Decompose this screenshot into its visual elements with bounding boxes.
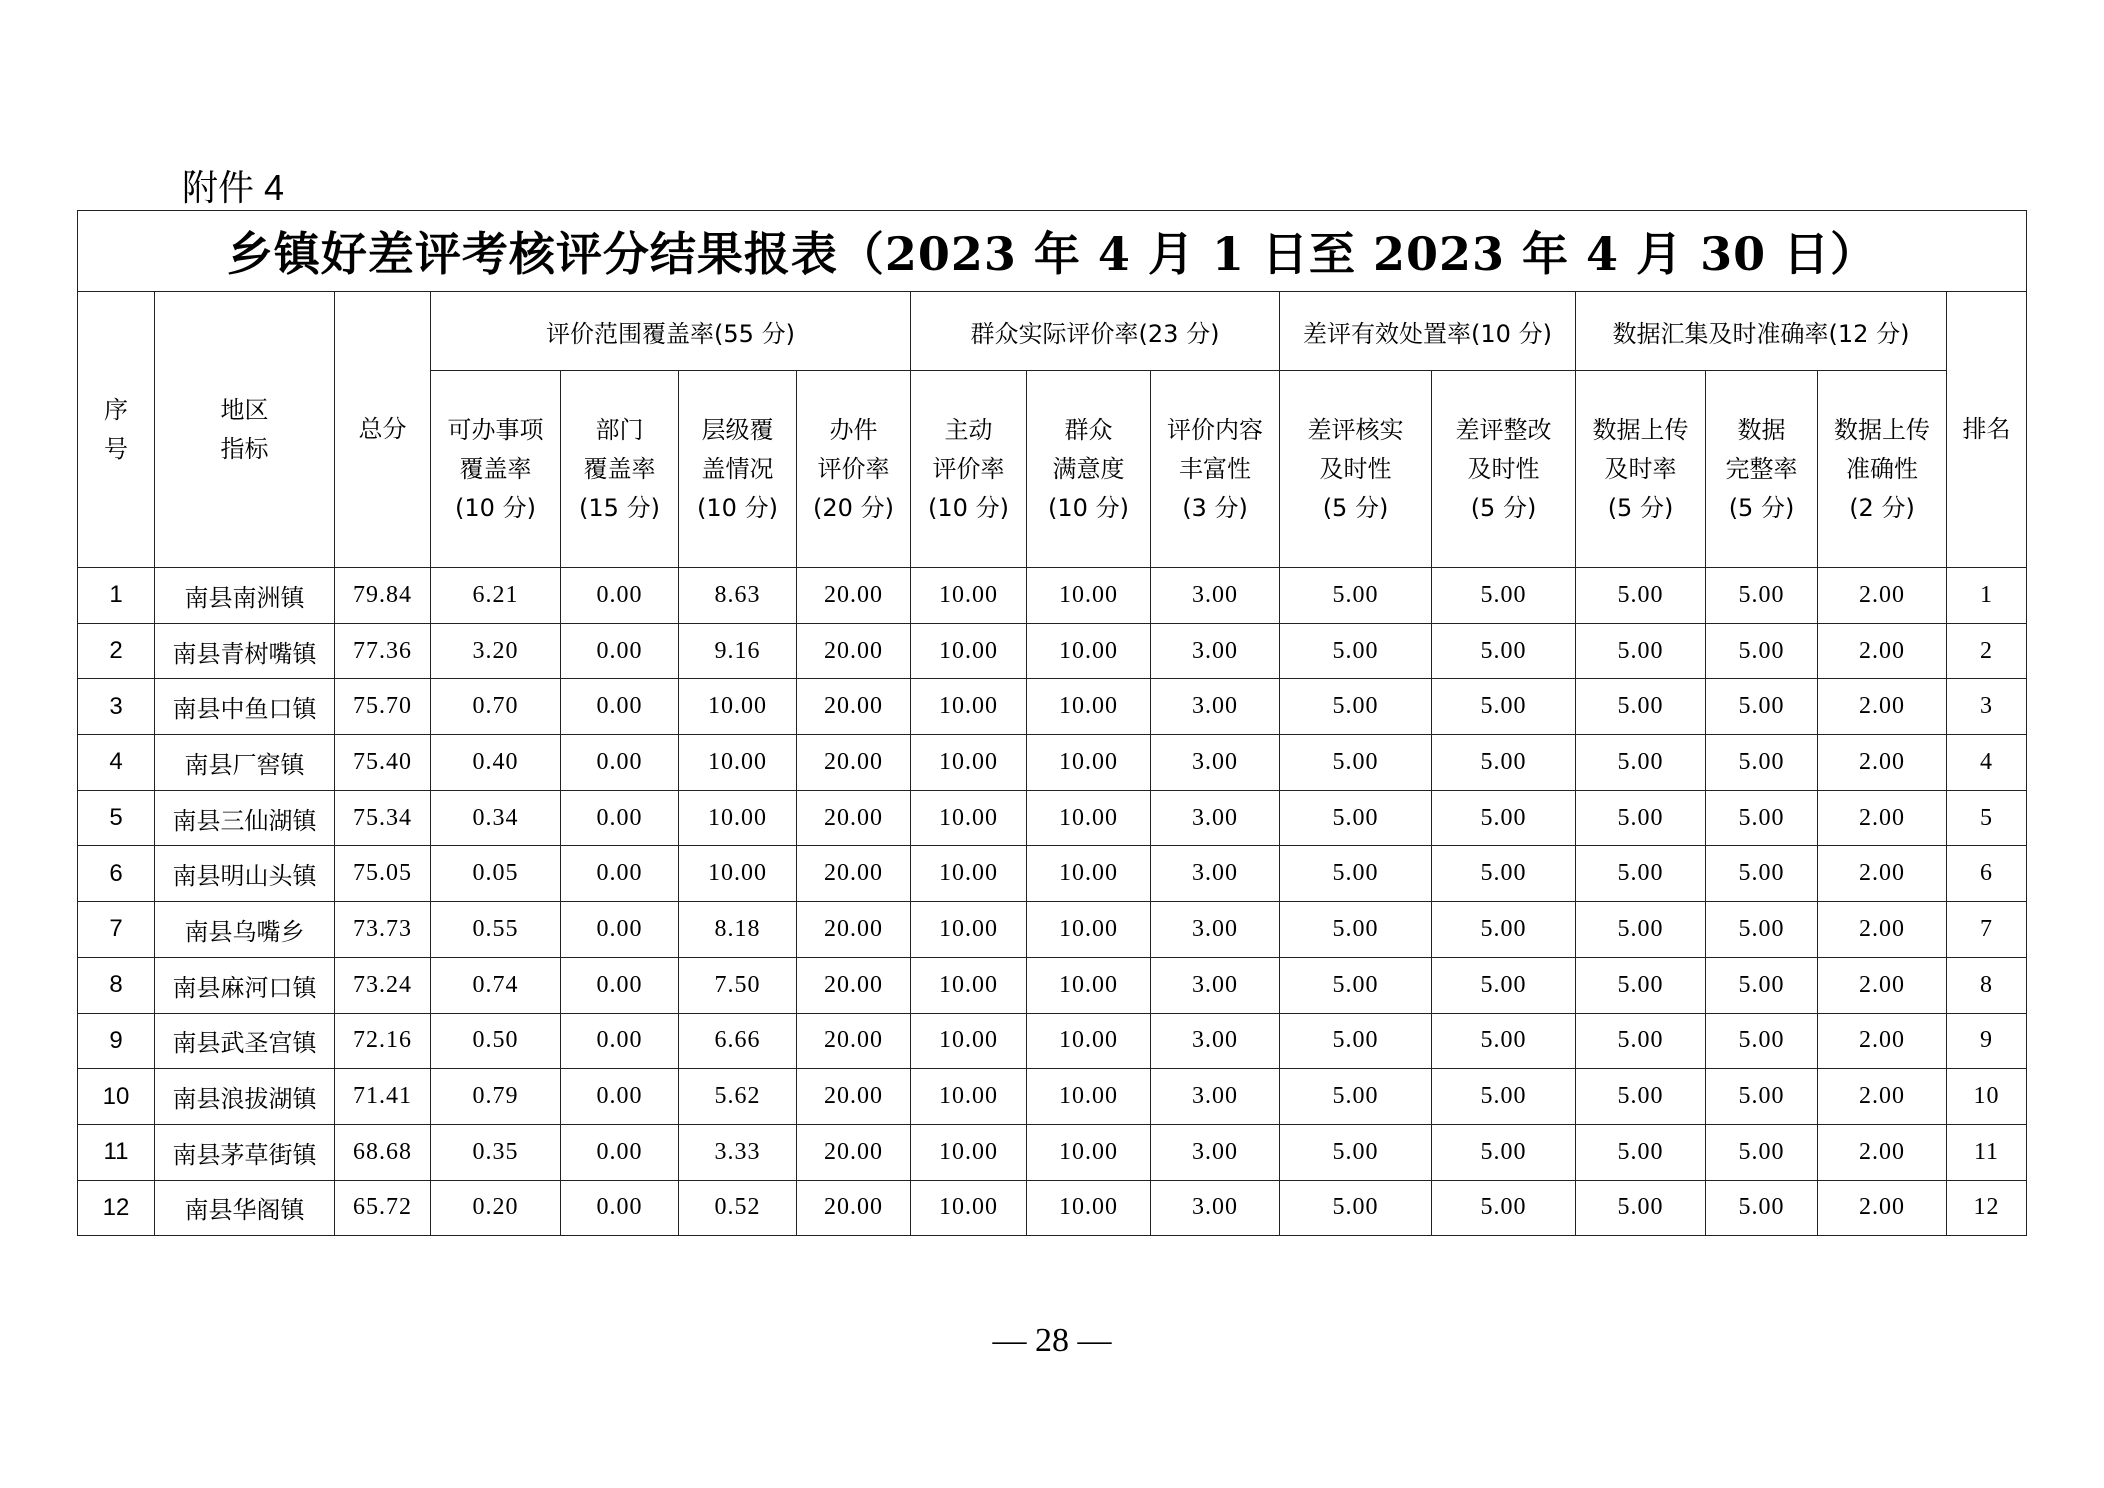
row-index: 2 <box>78 623 155 679</box>
row-region: 南县浪拔湖镇 <box>155 1069 335 1125</box>
row-score-10: 5.00 <box>1576 735 1706 791</box>
row-rank: 9 <box>1947 1013 2027 1069</box>
row-score-10: 5.00 <box>1576 679 1706 735</box>
row-score-11: 5.00 <box>1706 1180 1818 1236</box>
subheader-4: 办件 评价率 (20 分) <box>797 371 911 568</box>
row-score-8: 5.00 <box>1280 568 1432 624</box>
subheader-11: 数据 完整率 (5 分) <box>1706 371 1818 568</box>
row-score-9: 5.00 <box>1432 735 1576 791</box>
row-score-1: 0.74 <box>431 957 561 1013</box>
row-score-10: 5.00 <box>1576 957 1706 1013</box>
table-row <box>78 679 2027 735</box>
row-rank: 1 <box>1947 568 2027 624</box>
row-score-1: 0.50 <box>431 1013 561 1069</box>
row-score-3: 0.52 <box>679 1180 797 1236</box>
row-rank: 6 <box>1947 846 2027 902</box>
row-total: 71.41 <box>335 1069 431 1125</box>
row-index: 1 <box>78 568 155 624</box>
subheader-6: 群众 满意度 (10 分) <box>1027 371 1151 568</box>
row-rank: 3 <box>1947 679 2027 735</box>
row-score-2: 0.00 <box>561 902 679 958</box>
row-score-5: 10.00 <box>911 790 1027 846</box>
row-total: 73.73 <box>335 902 431 958</box>
row-score-3: 7.50 <box>679 957 797 1013</box>
row-score-9: 5.00 <box>1432 1180 1576 1236</box>
row-score-8: 5.00 <box>1280 902 1432 958</box>
row-score-6: 10.00 <box>1027 568 1151 624</box>
report-title: 乡镇好差评考核评分结果报表（2023 年 4 月 1 日至 2023 年 4 月 30 日） <box>78 211 2027 292</box>
row-index: 9 <box>78 1013 155 1069</box>
row-score-2: 0.00 <box>561 679 679 735</box>
row-score-6: 10.00 <box>1027 902 1151 958</box>
row-total: 68.68 <box>335 1124 431 1180</box>
row-score-6: 10.00 <box>1027 1013 1151 1069</box>
row-score-6: 10.00 <box>1027 679 1151 735</box>
row-score-5: 10.00 <box>911 679 1027 735</box>
row-score-2: 0.00 <box>561 1180 679 1236</box>
row-score-8: 5.00 <box>1280 679 1432 735</box>
row-score-4: 20.00 <box>797 1124 911 1180</box>
row-score-4: 20.00 <box>797 1013 911 1069</box>
row-score-11: 5.00 <box>1706 1124 1818 1180</box>
row-region: 南县三仙湖镇 <box>155 790 335 846</box>
row-score-8: 5.00 <box>1280 846 1432 902</box>
row-score-7: 3.00 <box>1151 1180 1280 1236</box>
row-score-3: 10.00 <box>679 735 797 791</box>
row-index: 5 <box>78 790 155 846</box>
header-region: 地区 指标 <box>155 292 335 568</box>
row-score-11: 5.00 <box>1706 735 1818 791</box>
row-score-1: 0.05 <box>431 846 561 902</box>
row-score-9: 5.00 <box>1432 1069 1576 1125</box>
row-rank: 10 <box>1947 1069 2027 1125</box>
row-score-1: 0.20 <box>431 1180 561 1236</box>
row-score-1: 0.40 <box>431 735 561 791</box>
row-total: 75.05 <box>335 846 431 902</box>
row-score-4: 20.00 <box>797 623 911 679</box>
row-score-7: 3.00 <box>1151 1124 1280 1180</box>
row-score-1: 0.55 <box>431 902 561 958</box>
row-rank: 12 <box>1947 1180 2027 1236</box>
row-score-8: 5.00 <box>1280 1013 1432 1069</box>
group-evaluation: 群众实际评价率(23 分) <box>911 292 1280 371</box>
row-score-5: 10.00 <box>911 623 1027 679</box>
header-rank: 排名 <box>1947 292 2027 568</box>
row-score-11: 5.00 <box>1706 957 1818 1013</box>
row-index: 12 <box>78 1180 155 1236</box>
row-score-9: 5.00 <box>1432 1124 1576 1180</box>
row-score-1: 6.21 <box>431 568 561 624</box>
row-score-3: 10.00 <box>679 679 797 735</box>
row-score-4: 20.00 <box>797 846 911 902</box>
group-data-accuracy: 数据汇集及时准确率(12 分) <box>1576 292 1947 371</box>
row-index: 8 <box>78 957 155 1013</box>
row-total: 75.40 <box>335 735 431 791</box>
row-score-6: 10.00 <box>1027 957 1151 1013</box>
row-score-4: 20.00 <box>797 1180 911 1236</box>
table-row <box>78 790 2027 846</box>
row-score-10: 5.00 <box>1576 1013 1706 1069</box>
row-score-7: 3.00 <box>1151 957 1280 1013</box>
row-rank: 11 <box>1947 1124 2027 1180</box>
subheader-5: 主动 评价率 (10 分) <box>911 371 1027 568</box>
row-score-12: 2.00 <box>1818 1180 1947 1236</box>
score-table <box>77 210 2027 1236</box>
row-score-2: 0.00 <box>561 790 679 846</box>
row-score-10: 5.00 <box>1576 623 1706 679</box>
row-score-3: 6.66 <box>679 1013 797 1069</box>
row-score-8: 5.00 <box>1280 790 1432 846</box>
row-score-6: 10.00 <box>1027 1069 1151 1125</box>
row-score-7: 3.00 <box>1151 1013 1280 1069</box>
row-region: 南县武圣宫镇 <box>155 1013 335 1069</box>
group-negative-handling: 差评有效处置率(10 分) <box>1280 292 1576 371</box>
row-rank: 7 <box>1947 902 2027 958</box>
table-row <box>78 1124 2027 1180</box>
subheader-10: 数据上传 及时率 (5 分) <box>1576 371 1706 568</box>
row-score-10: 5.00 <box>1576 790 1706 846</box>
row-score-2: 0.00 <box>561 735 679 791</box>
row-score-11: 5.00 <box>1706 790 1818 846</box>
row-score-7: 3.00 <box>1151 568 1280 624</box>
row-score-10: 5.00 <box>1576 1180 1706 1236</box>
row-score-12: 2.00 <box>1818 1013 1947 1069</box>
row-score-9: 5.00 <box>1432 790 1576 846</box>
row-score-5: 10.00 <box>911 957 1027 1013</box>
row-score-9: 5.00 <box>1432 623 1576 679</box>
header-index: 序 号 <box>78 292 155 568</box>
row-score-6: 10.00 <box>1027 735 1151 791</box>
row-score-8: 5.00 <box>1280 623 1432 679</box>
row-score-7: 3.00 <box>1151 846 1280 902</box>
row-region: 南县麻河口镇 <box>155 957 335 1013</box>
row-score-12: 2.00 <box>1818 679 1947 735</box>
table-row <box>78 1013 2027 1069</box>
row-score-1: 0.70 <box>431 679 561 735</box>
row-region: 南县乌嘴乡 <box>155 902 335 958</box>
row-score-9: 5.00 <box>1432 902 1576 958</box>
row-score-7: 3.00 <box>1151 679 1280 735</box>
row-total: 75.34 <box>335 790 431 846</box>
row-region: 南县厂窖镇 <box>155 735 335 791</box>
row-score-12: 2.00 <box>1818 790 1947 846</box>
row-score-4: 20.00 <box>797 735 911 791</box>
row-rank: 8 <box>1947 957 2027 1013</box>
row-score-7: 3.00 <box>1151 735 1280 791</box>
row-score-10: 5.00 <box>1576 568 1706 624</box>
row-score-11: 5.00 <box>1706 846 1818 902</box>
table-row <box>78 957 2027 1013</box>
row-rank: 2 <box>1947 623 2027 679</box>
row-score-2: 0.00 <box>561 846 679 902</box>
attachment-label: 附件 4 <box>182 167 285 208</box>
row-score-2: 0.00 <box>561 957 679 1013</box>
row-score-9: 5.00 <box>1432 679 1576 735</box>
row-score-11: 5.00 <box>1706 568 1818 624</box>
row-score-5: 10.00 <box>911 1013 1027 1069</box>
table-row <box>78 1069 2027 1125</box>
row-score-3: 3.33 <box>679 1124 797 1180</box>
row-total: 79.84 <box>335 568 431 624</box>
row-rank: 5 <box>1947 790 2027 846</box>
row-score-7: 3.00 <box>1151 902 1280 958</box>
row-score-5: 10.00 <box>911 1180 1027 1236</box>
row-score-2: 0.00 <box>561 568 679 624</box>
row-index: 6 <box>78 846 155 902</box>
row-score-4: 20.00 <box>797 1069 911 1125</box>
row-score-7: 3.00 <box>1151 623 1280 679</box>
row-total: 65.72 <box>335 1180 431 1236</box>
subheader-1: 可办事项 覆盖率 (10 分) <box>431 371 561 568</box>
row-score-9: 5.00 <box>1432 568 1576 624</box>
row-region: 南县明山头镇 <box>155 846 335 902</box>
table-row <box>78 1180 2027 1236</box>
row-index: 4 <box>78 735 155 791</box>
row-score-8: 5.00 <box>1280 1180 1432 1236</box>
row-score-12: 2.00 <box>1818 1124 1947 1180</box>
row-score-6: 10.00 <box>1027 1124 1151 1180</box>
row-score-8: 5.00 <box>1280 1124 1432 1180</box>
group-coverage: 评价范围覆盖率(55 分) <box>431 292 911 371</box>
row-rank: 4 <box>1947 735 2027 791</box>
row-score-2: 0.00 <box>561 1013 679 1069</box>
row-score-11: 5.00 <box>1706 902 1818 958</box>
header-total: 总分 <box>335 292 431 568</box>
row-score-9: 5.00 <box>1432 1013 1576 1069</box>
row-score-3: 9.16 <box>679 623 797 679</box>
row-score-2: 0.00 <box>561 1124 679 1180</box>
row-score-5: 10.00 <box>911 568 1027 624</box>
row-score-5: 10.00 <box>911 846 1027 902</box>
row-score-6: 10.00 <box>1027 623 1151 679</box>
row-score-9: 5.00 <box>1432 957 1576 1013</box>
row-score-12: 2.00 <box>1818 957 1947 1013</box>
row-score-9: 5.00 <box>1432 846 1576 902</box>
row-score-2: 0.00 <box>561 623 679 679</box>
row-total: 72.16 <box>335 1013 431 1069</box>
row-score-8: 5.00 <box>1280 1069 1432 1125</box>
row-index: 3 <box>78 679 155 735</box>
row-score-6: 10.00 <box>1027 1180 1151 1236</box>
row-score-3: 10.00 <box>679 790 797 846</box>
row-score-1: 0.35 <box>431 1124 561 1180</box>
row-score-7: 3.00 <box>1151 1069 1280 1125</box>
row-region: 南县中鱼口镇 <box>155 679 335 735</box>
row-score-12: 2.00 <box>1818 1069 1947 1125</box>
row-score-4: 20.00 <box>797 679 911 735</box>
row-total: 73.24 <box>335 957 431 1013</box>
row-region: 南县青树嘴镇 <box>155 623 335 679</box>
row-region: 南县南洲镇 <box>155 568 335 624</box>
table-row <box>78 623 2027 679</box>
row-region: 南县茅草街镇 <box>155 1124 335 1180</box>
row-score-6: 10.00 <box>1027 790 1151 846</box>
row-score-5: 10.00 <box>911 902 1027 958</box>
row-index: 10 <box>78 1069 155 1125</box>
table-row <box>78 846 2027 902</box>
row-total: 75.70 <box>335 679 431 735</box>
row-score-10: 5.00 <box>1576 1069 1706 1125</box>
row-score-5: 10.00 <box>911 1124 1027 1180</box>
row-score-11: 5.00 <box>1706 1069 1818 1125</box>
table-row <box>78 568 2027 624</box>
row-score-3: 8.63 <box>679 568 797 624</box>
row-score-2: 0.00 <box>561 1069 679 1125</box>
row-score-1: 3.20 <box>431 623 561 679</box>
row-score-12: 2.00 <box>1818 902 1947 958</box>
table-row <box>78 902 2027 958</box>
subheader-12: 数据上传 准确性 (2 分) <box>1818 371 1947 568</box>
row-score-11: 5.00 <box>1706 623 1818 679</box>
row-total: 77.36 <box>335 623 431 679</box>
row-score-4: 20.00 <box>797 957 911 1013</box>
row-score-12: 2.00 <box>1818 623 1947 679</box>
row-score-1: 0.34 <box>431 790 561 846</box>
subheader-9: 差评整改 及时性 (5 分) <box>1432 371 1576 568</box>
row-score-12: 2.00 <box>1818 735 1947 791</box>
row-score-6: 10.00 <box>1027 846 1151 902</box>
row-score-5: 10.00 <box>911 735 1027 791</box>
row-score-10: 5.00 <box>1576 846 1706 902</box>
row-score-1: 0.79 <box>431 1069 561 1125</box>
row-score-7: 3.00 <box>1151 790 1280 846</box>
row-score-3: 10.00 <box>679 846 797 902</box>
row-index: 11 <box>78 1124 155 1180</box>
page-number: — 28 — <box>992 1322 1112 1359</box>
row-score-8: 5.00 <box>1280 957 1432 1013</box>
subheader-7: 评价内容 丰富性 (3 分) <box>1151 371 1280 568</box>
row-score-4: 20.00 <box>797 568 911 624</box>
row-score-4: 20.00 <box>797 902 911 958</box>
row-score-10: 5.00 <box>1576 1124 1706 1180</box>
row-score-3: 8.18 <box>679 902 797 958</box>
subheader-3: 层级覆 盖情况 (10 分) <box>679 371 797 568</box>
row-score-11: 5.00 <box>1706 679 1818 735</box>
row-score-12: 2.00 <box>1818 846 1947 902</box>
row-score-8: 5.00 <box>1280 735 1432 791</box>
subheader-2: 部门 覆盖率 (15 分) <box>561 371 679 568</box>
row-index: 7 <box>78 902 155 958</box>
row-score-10: 5.00 <box>1576 902 1706 958</box>
subheader-8: 差评核实 及时性 (5 分) <box>1280 371 1432 568</box>
row-score-3: 5.62 <box>679 1069 797 1125</box>
row-score-5: 10.00 <box>911 1069 1027 1125</box>
row-score-12: 2.00 <box>1818 568 1947 624</box>
row-score-4: 20.00 <box>797 790 911 846</box>
row-score-11: 5.00 <box>1706 1013 1818 1069</box>
table-row <box>78 735 2027 791</box>
row-region: 南县华阁镇 <box>155 1180 335 1236</box>
